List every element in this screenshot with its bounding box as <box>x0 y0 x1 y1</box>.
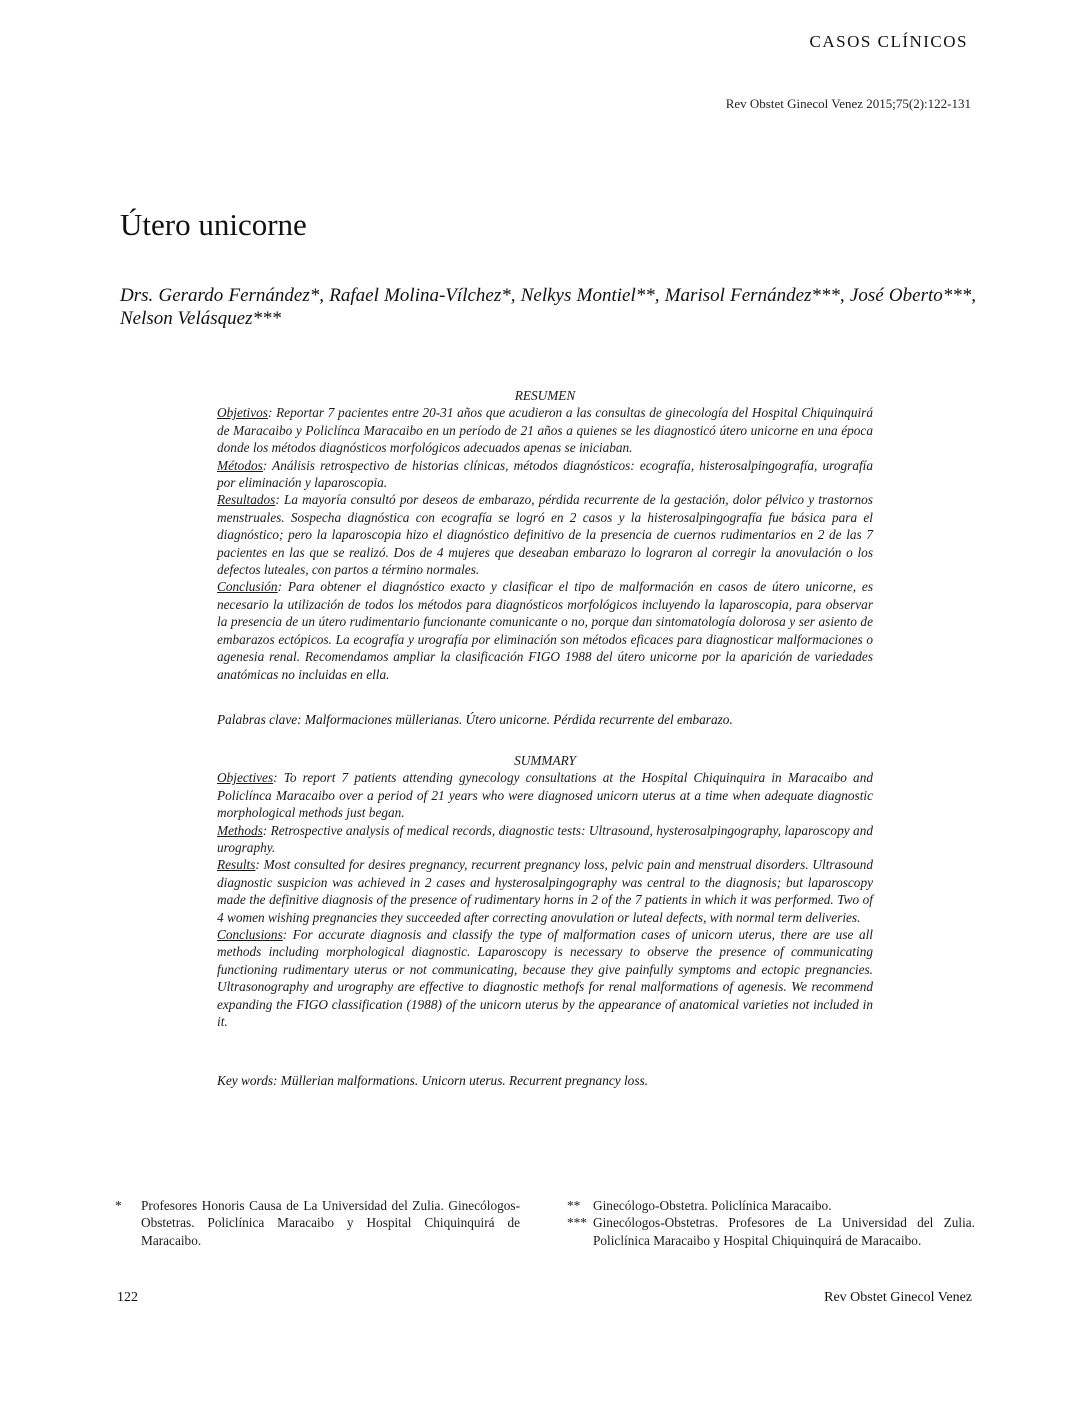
summary-methods <box>217 822 873 857</box>
conclusion-text: : Para obtener el diagnóstico exacto y clasificar el tipo de malformación en casos de útero unicorne, es necesario la utilización de todos los métodos para diagnósticos morfológicos incluyendo la laparoscopia, para observar la presencia de un útero rudimentario funcionante comunicante o no, porque dan sintomatología dolorosa y ser asiento de embarazos ectópicos. La ecografía y urografía por eliminación son métodos eficaces para diagnosticar malformaciones o agenesia renal. Recomendamos ampliar la clasificación FIGO 1988 del útero unicorne por la aparición de variedades anatómicas no incluidas en ella. <box>217 579 873 682</box>
footnote-item <box>567 1214 975 1249</box>
footnote-right <box>567 1197 975 1249</box>
summary-conclusions <box>217 926 873 1030</box>
footnote-text: Profesores Honoris Causa de La Universidad del Zulia. Ginecólogos-Obstetras. Policlínica Maracaibo y Hospital Chiquinquirá de Maracaibo. <box>141 1198 520 1248</box>
abstract-objectives <box>217 404 873 456</box>
footnote-item <box>567 1197 975 1214</box>
keywords-english: Key words: Müllerian malformations. Unicorn uterus. Recurrent pregnancy loss. <box>217 1073 648 1088</box>
abstract-methods <box>217 457 873 492</box>
footnote-mark: * <box>115 1198 122 1213</box>
journal-citation: Rev Obstet Ginecol Venez 2015;75(2):122-131 <box>725 96 971 111</box>
section-label-objetivos: Objetivos <box>217 405 268 421</box>
abstract-english <box>217 752 873 1031</box>
article-title: Útero unicorne <box>120 206 307 242</box>
results-text: : Most consulted for desires pregnancy, recurrent pregnancy loss, pelvic pain and menstrual disorders. Ultrasound diagnostic suspicion was achieved in 2 cases and hysterosalpingography was central to the diagnosis; but laparoscopy made the definitive diagnosis of the presence of rudimentary horns in 2 of the 7 patients in which it was performed. Two of 4 women wishing pregnancies they succeeded after correcting anovulation or luteal defects, with normal term deliveries. <box>217 857 873 925</box>
objetivos-text: : Reportar 7 pacientes entre 20-31 años que acudieron a las consultas de ginecología del Hospital Chiquinquirá de Maracaibo y Policlínca Maracaibo en un período de 21 años a quienes se les diagnosticó útero unicorne en una época donde los métodos diagnósticos morfológicos adecuados apenas se iniciaban. <box>217 405 873 456</box>
keywords-spanish: Palabras clave: Malformaciones müllerianas. Útero unicorne. Pérdida recurrente del embarazo. <box>217 712 733 727</box>
abstract-results <box>217 491 873 578</box>
footnote-left <box>115 1197 520 1249</box>
abstract-spanish <box>217 387 873 683</box>
section-label-metodos: Métodos <box>217 457 263 473</box>
section-label-resultados: Resultados <box>217 492 276 508</box>
running-footer: Rev Obstet Ginecol Venez <box>824 1290 972 1305</box>
abstract-heading: RESUMEN <box>514 388 576 403</box>
footnote-mark: ** <box>567 1198 581 1213</box>
objectives-text: : To report 7 patients attending gynecology consultations at the Hospital Chiquinquira in Maracaibo and Policlínca Maracaibo over a period of 21 years who were diagnosed unicorn uterus at a time when adequate diagnostic morphological methods just began. <box>217 770 873 821</box>
section-label-results: Results <box>217 857 256 873</box>
footnote-text: Ginecólogo-Obstetra. Policlínica Maracaibo. <box>593 1198 832 1213</box>
section-label-methods: Methods <box>217 822 263 838</box>
page-number: 122 <box>117 1290 138 1305</box>
summary-heading: SUMMARY <box>514 753 576 768</box>
summary-objectives <box>217 769 873 821</box>
resultados-text: : La mayoría consultó por deseos de embarazo, pérdida recurrente de la gestación, dolor pélvico y trastornos menstruales. Sospecha diagnóstica con ecografía se logró en 2 casos y la histerosalpingografía fue básica para el diagnóstico; pero la laparoscopia hizo el diagnóstico definitivo de la presencia de cuernos rudimentarios en 2 de las 7 pacientes en las que se realizó. Dos de 4 mujeres que deseaban embarazo lo lograron al corregir la anovulación o los defectos luteales, con partos a término normales. <box>217 492 873 578</box>
methods-text: : Retrospective analysis of medical records, diagnostic tests: Ultrasound, hysterosalpingography, laparoscopy and urography. <box>217 822 873 856</box>
section-label-conclusions: Conclusions <box>217 927 283 943</box>
summary-results <box>217 856 873 926</box>
section-label: CASOS CLÍNICOS <box>809 32 968 51</box>
abstract-conclusion <box>217 578 873 682</box>
section-label-objectives: Objectives <box>217 770 274 786</box>
conclusions-text: : For accurate diagnosis and classify the type of malformation cases of unicorn uterus, there are use all methods including morphological diagnostic. Laparoscopy is necessary to observe the presence of communicating functioning rudimentary uterus or not communicating, because they give painfully symptoms and ectopic pregnancies. Ultrasonography and urography are effective to diagnostic methofs for renal malformations of agenesis. We recommend expanding the FIGO classification (1988) of the unicorn uterus by the appearance of anatomical varieties not included in it. <box>217 927 873 1030</box>
footnote-item <box>115 1197 520 1249</box>
author-list: Drs. Gerardo Fernández*, Rafael Molina-Vílchez*, Nelkys Montiel**, Marisol Fernández***, José Oberto***, Nelson Velásquez*** <box>120 285 976 329</box>
footnote-text: Ginecólogos-Obstetras. Profesores de La Universidad del Zulia. Policlínica Maracaibo y Hospital Chiquinquirá de Maracaibo. <box>593 1215 975 1248</box>
metodos-text: : Análisis retrospectivo de historias clínicas, métodos diagnósticos: ecografía, histerosalpingografía, urografía por eliminación y laparoscopia. <box>217 457 873 491</box>
section-label-conclusion: Conclusión <box>217 579 278 595</box>
footnote-mark: *** <box>567 1215 587 1231</box>
